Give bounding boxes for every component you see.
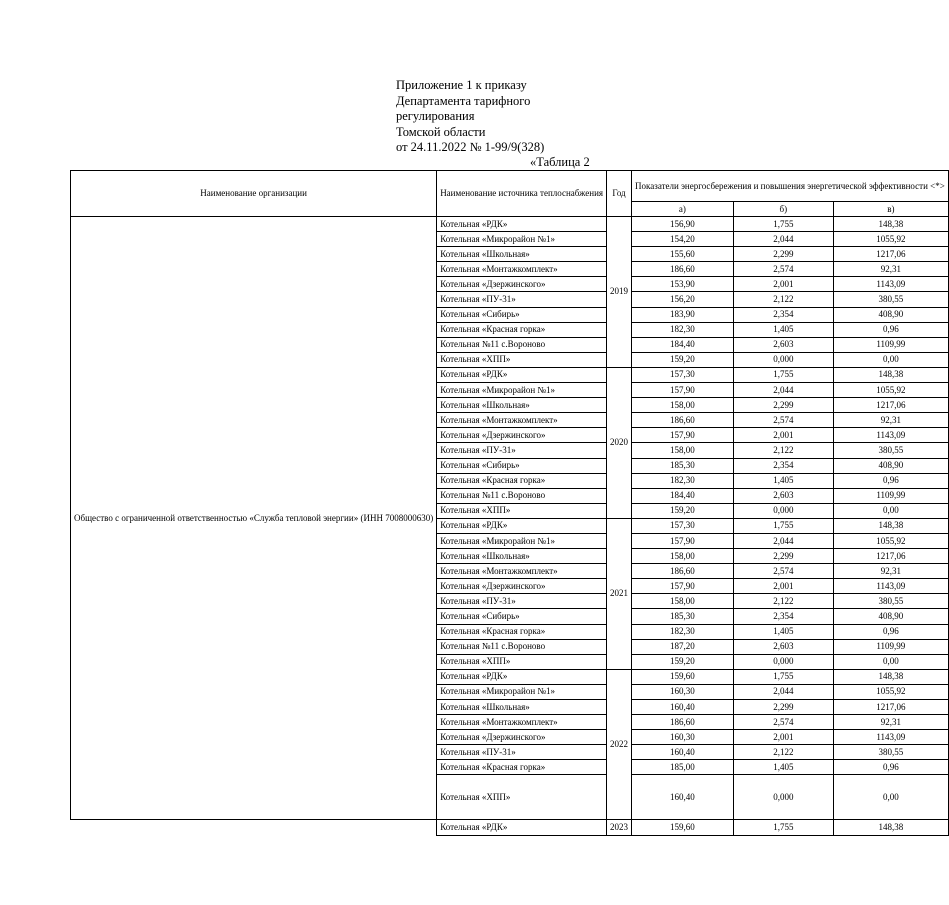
source-cell: Котельная «РДК» xyxy=(437,669,607,684)
value-cell-a: 160,40 xyxy=(632,700,734,715)
value-cell-a: 186,60 xyxy=(632,715,734,730)
source-cell: Котельная «Дзержинского» xyxy=(437,579,607,594)
col-header-b: б) xyxy=(733,202,833,217)
value-cell-a: 158,00 xyxy=(632,443,734,458)
source-cell: Котельная «Монтажкомплект» xyxy=(437,715,607,730)
value-cell-a: 157,30 xyxy=(632,518,734,533)
value-cell-c: 0,96 xyxy=(833,322,948,337)
value-cell-a: 158,00 xyxy=(632,398,734,413)
source-cell: Котельная «Микрорайон №1» xyxy=(437,383,607,398)
value-cell-b: 2,044 xyxy=(733,533,833,548)
value-cell-b: 1,755 xyxy=(733,367,833,382)
header-row xyxy=(71,171,949,202)
value-cell-c: 408,90 xyxy=(833,609,948,624)
source-cell: Котельная «РДК» xyxy=(437,367,607,382)
value-cell-a: 185,30 xyxy=(632,458,734,473)
value-cell-c: 1217,06 xyxy=(833,700,948,715)
value-cell-a: 159,20 xyxy=(632,352,734,367)
source-cell: Котельная «Монтажкомплект» xyxy=(437,262,607,277)
value-cell-c: 92,31 xyxy=(833,262,948,277)
value-cell-c: 408,90 xyxy=(833,458,948,473)
value-cell-a: 157,90 xyxy=(632,579,734,594)
value-cell-a: 156,90 xyxy=(632,217,734,232)
value-cell-a: 186,60 xyxy=(632,413,734,428)
source-cell: Котельная «Школьная» xyxy=(437,700,607,715)
value-cell-a: 159,20 xyxy=(632,654,734,669)
value-cell-a: 184,40 xyxy=(632,488,734,503)
col-header-source: Наименование источника теплоснабжения xyxy=(437,171,607,217)
value-cell-b: 0,000 xyxy=(733,654,833,669)
value-cell-b: 1,405 xyxy=(733,473,833,488)
header-line-1: Приложение 1 к приказу xyxy=(396,78,527,92)
value-cell-c: 408,90 xyxy=(833,307,948,322)
source-cell: Котельная «Микрорайон №1» xyxy=(437,232,607,247)
source-cell: Котельная «РДК» xyxy=(437,820,607,835)
value-cell-b: 1,405 xyxy=(733,624,833,639)
value-cell-a: 157,90 xyxy=(632,428,734,443)
value-cell-b: 2,299 xyxy=(733,700,833,715)
value-cell-c: 1055,92 xyxy=(833,383,948,398)
value-cell-c: 148,38 xyxy=(833,820,948,835)
value-cell-c: 1109,99 xyxy=(833,337,948,352)
source-cell: Котельная «Монтажкомплект» xyxy=(437,564,607,579)
value-cell-a: 185,30 xyxy=(632,609,734,624)
value-cell-c: 1109,99 xyxy=(833,639,948,654)
value-cell-a: 157,90 xyxy=(632,533,734,548)
value-cell-c: 148,38 xyxy=(833,669,948,684)
col-header-year: Год xyxy=(607,171,632,217)
value-cell-a: 157,90 xyxy=(632,383,734,398)
col-header-org: Наименование организации xyxy=(71,171,437,217)
value-cell-b: 0,000 xyxy=(733,352,833,367)
value-cell-b: 2,299 xyxy=(733,398,833,413)
value-cell-b: 2,122 xyxy=(733,292,833,307)
table-label: «Таблица 2 xyxy=(530,155,590,169)
source-cell: Котельная «Сибирь» xyxy=(437,458,607,473)
source-cell: Котельная «ХПП» xyxy=(437,352,607,367)
value-cell-c: 92,31 xyxy=(833,564,948,579)
source-cell: Котельная «Дзержинского» xyxy=(437,730,607,745)
col-header-c: в) xyxy=(833,202,948,217)
value-cell-b: 2,603 xyxy=(733,337,833,352)
value-cell-a: 182,30 xyxy=(632,624,734,639)
source-cell: Котельная №11 с.Вороново xyxy=(437,639,607,654)
value-cell-c: 148,38 xyxy=(833,367,948,382)
value-cell-b: 2,001 xyxy=(733,277,833,292)
value-cell-c: 1143,09 xyxy=(833,428,948,443)
value-cell-b: 2,354 xyxy=(733,609,833,624)
value-cell-c: 1055,92 xyxy=(833,232,948,247)
source-cell: Котельная «Школьная» xyxy=(437,247,607,262)
source-cell: Котельная «Красная горка» xyxy=(437,473,607,488)
source-cell: Котельная «ПУ-31» xyxy=(437,292,607,307)
organization-cell: Общество с ограниченной ответственностью «Служба тепловой энергии» (ИНН 7008000630) xyxy=(71,217,437,820)
value-cell-b: 2,574 xyxy=(733,715,833,730)
value-cell-a: 154,20 xyxy=(632,232,734,247)
value-cell-a: 155,60 xyxy=(632,247,734,262)
value-cell-a: 182,30 xyxy=(632,322,734,337)
value-cell-b: 2,603 xyxy=(733,639,833,654)
value-cell-c: 1217,06 xyxy=(833,549,948,564)
value-cell-a: 159,20 xyxy=(632,503,734,518)
source-cell: Котельная «РДК» xyxy=(437,518,607,533)
source-cell: Котельная «Красная горка» xyxy=(437,624,607,639)
value-cell-a: 182,30 xyxy=(632,473,734,488)
value-cell-b: 2,044 xyxy=(733,232,833,247)
value-cell-a: 184,40 xyxy=(632,337,734,352)
value-cell-c: 1217,06 xyxy=(833,398,948,413)
value-cell-b: 2,574 xyxy=(733,262,833,277)
value-cell-b: 2,001 xyxy=(733,428,833,443)
value-cell-b: 2,574 xyxy=(733,413,833,428)
value-cell-a: 187,20 xyxy=(632,639,734,654)
source-cell: Котельная «Красная горка» xyxy=(437,760,607,775)
value-cell-b: 2,603 xyxy=(733,488,833,503)
value-cell-b: 2,001 xyxy=(733,579,833,594)
value-cell-b: 1,755 xyxy=(733,669,833,684)
value-cell-b: 2,122 xyxy=(733,594,833,609)
year-cell: 2020 xyxy=(607,367,632,518)
source-cell: Котельная «Сибирь» xyxy=(437,307,607,322)
value-cell-c: 1055,92 xyxy=(833,684,948,699)
document-header xyxy=(396,78,636,156)
table-body xyxy=(71,171,949,836)
value-cell-a: 159,60 xyxy=(632,820,734,835)
value-cell-a: 186,60 xyxy=(632,262,734,277)
value-cell-b: 0,000 xyxy=(733,503,833,518)
value-cell-c: 1143,09 xyxy=(833,579,948,594)
value-cell-c: 0,00 xyxy=(833,352,948,367)
value-cell-a: 160,40 xyxy=(632,745,734,760)
source-cell: Котельная «ХПП» xyxy=(437,654,607,669)
value-cell-b: 2,001 xyxy=(733,730,833,745)
value-cell-c: 0,00 xyxy=(833,654,948,669)
value-cell-a: 158,00 xyxy=(632,549,734,564)
value-cell-a: 183,90 xyxy=(632,307,734,322)
value-cell-c: 92,31 xyxy=(833,413,948,428)
value-cell-b: 1,755 xyxy=(733,518,833,533)
value-cell-b: 2,354 xyxy=(733,307,833,322)
source-cell: Котельная №11 с.Вороново xyxy=(437,488,607,503)
value-cell-c: 92,31 xyxy=(833,715,948,730)
value-cell-a: 158,00 xyxy=(632,594,734,609)
value-cell-a: 186,60 xyxy=(632,564,734,579)
value-cell-c: 0,00 xyxy=(833,503,948,518)
source-cell: Котельная «ХПП» xyxy=(437,503,607,518)
value-cell-c: 1143,09 xyxy=(833,277,948,292)
value-cell-b: 1,405 xyxy=(733,322,833,337)
header-line-3: регулирования xyxy=(396,109,475,123)
source-cell: Котельная «Дзержинского» xyxy=(437,277,607,292)
value-cell-a: 160,40 xyxy=(632,775,734,820)
source-cell: Котельная «Сибирь» xyxy=(437,609,607,624)
indicators-table xyxy=(70,170,949,836)
year-cell: 2023 xyxy=(607,820,632,835)
year-cell: 2021 xyxy=(607,518,632,669)
header-line-2: Департамента тарифного xyxy=(396,93,531,108)
value-cell-a: 156,20 xyxy=(632,292,734,307)
source-cell: Котельная «ПУ-31» xyxy=(437,594,607,609)
value-cell-b: 2,574 xyxy=(733,564,833,579)
source-cell: Котельная «Красная горка» xyxy=(437,322,607,337)
value-cell-c: 0,00 xyxy=(833,775,948,820)
source-cell: Котельная «Школьная» xyxy=(437,398,607,413)
value-cell-c: 1055,92 xyxy=(833,533,948,548)
value-cell-c: 0,96 xyxy=(833,473,948,488)
value-cell-c: 0,96 xyxy=(833,760,948,775)
value-cell-b: 2,044 xyxy=(733,684,833,699)
source-cell: Котельная «Микрорайон №1» xyxy=(437,533,607,548)
value-cell-a: 185,00 xyxy=(632,760,734,775)
value-cell-b: 2,299 xyxy=(733,549,833,564)
value-cell-c: 380,55 xyxy=(833,443,948,458)
value-cell-b: 1,755 xyxy=(733,820,833,835)
value-cell-c: 1109,99 xyxy=(833,488,948,503)
value-cell-b: 1,755 xyxy=(733,217,833,232)
value-cell-b: 2,044 xyxy=(733,383,833,398)
source-cell: Котельная «ПУ-31» xyxy=(437,745,607,760)
value-cell-a: 153,90 xyxy=(632,277,734,292)
value-cell-a: 160,30 xyxy=(632,730,734,745)
value-cell-c: 380,55 xyxy=(833,594,948,609)
value-cell-b: 2,354 xyxy=(733,458,833,473)
value-cell-c: 1217,06 xyxy=(833,247,948,262)
value-cell-b: 2,122 xyxy=(733,745,833,760)
value-cell-a: 159,60 xyxy=(632,669,734,684)
year-cell: 2022 xyxy=(607,669,632,820)
source-cell: Котельная «Монтажкомплект» xyxy=(437,413,607,428)
value-cell-c: 148,38 xyxy=(833,217,948,232)
source-cell: Котельная «ПУ-31» xyxy=(437,443,607,458)
value-cell-b: 2,299 xyxy=(733,247,833,262)
value-cell-b: 1,405 xyxy=(733,760,833,775)
header-line-4: Томской области xyxy=(396,124,486,139)
organization-cell-continued xyxy=(71,820,437,835)
value-cell-b: 0,000 xyxy=(733,775,833,820)
source-cell: Котельная «ХПП» xyxy=(437,775,607,820)
value-cell-c: 148,38 xyxy=(833,518,948,533)
year-cell: 2019 xyxy=(607,217,632,368)
value-cell-c: 380,55 xyxy=(833,292,948,307)
value-cell-b: 2,122 xyxy=(733,443,833,458)
col-header-a: а) xyxy=(632,202,734,217)
source-cell: Котельная «РДК» xyxy=(437,217,607,232)
source-cell: Котельная «Школьная» xyxy=(437,549,607,564)
table-row xyxy=(71,820,949,835)
value-cell-c: 0,96 xyxy=(833,624,948,639)
source-cell: Котельная «Дзержинского» xyxy=(437,428,607,443)
value-cell-c: 1143,09 xyxy=(833,730,948,745)
value-cell-a: 160,30 xyxy=(632,684,734,699)
table-row xyxy=(71,217,949,232)
source-cell: Котельная «Микрорайон №1» xyxy=(437,684,607,699)
value-cell-a: 157,30 xyxy=(632,367,734,382)
header-line-5: от 24.11.2022 № 1-99/9(328) xyxy=(396,140,545,154)
source-cell: Котельная №11 с.Вороново xyxy=(437,337,607,352)
value-cell-c: 380,55 xyxy=(833,745,948,760)
col-header-indicators: Показатели энергосбережения и повышения энергетической эффективности <*> xyxy=(632,171,949,202)
